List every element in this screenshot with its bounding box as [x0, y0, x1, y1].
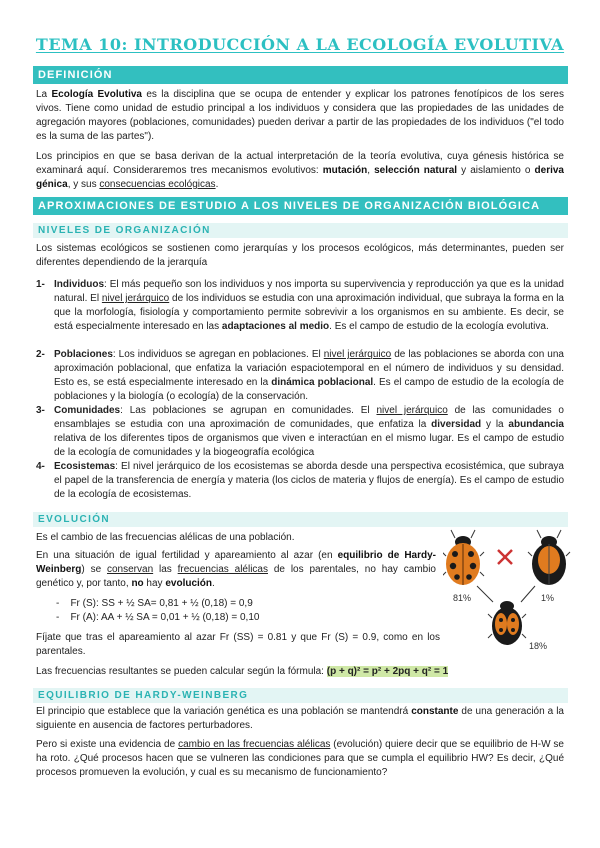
- subsection-header-evolucion: EVOLUCIÓN: [33, 512, 568, 527]
- subsection-header-niveles: NIVELES DE ORGANIZACIÓN: [33, 223, 568, 238]
- list-number: 4-: [36, 461, 45, 472]
- beetles-illustration: [443, 526, 571, 652]
- section-header-definicion: DEFINICIÓN: [33, 66, 568, 84]
- definicion-paragraph-2: Los principios en que se basa derivan de la actual interpretación de la teoría evolutiva, cuya génesis histórica se examinará aquí. Consideraremos tres mecanismos evolutivos: mutación, selección natural y aislamiento o deriva génica, y sus consecuencias ecológicas.: [36, 151, 564, 190]
- bullet-fr-s: - Fr (S): SS + ½ SA= 0,81 + ½ (0,18) = 0,9: [56, 598, 253, 609]
- list-item-individuos: 1- Individuos: El más pequeño son los individuos y nos importa su supervivencia y reproducción ya que es la unidad natural. El nivel jerárquico de los individuos se estudia con una aproximación individual, que subraya la forma en la que la morfología, fisiología y comportamiento permite sobrevivir a los organismos en su ambiente. Es decir, se está especialmente interesado en las adaptaciones al medio. Es el campo de estudio de la ecología evolutiva.: [36, 279, 564, 332]
- hardy-paragraph-1: El principio que establece que la variación genética es una población se mantendrá constante de una generación a la siguiente en ausencia de factores perturbadores.: [36, 706, 564, 731]
- left-percentage: 81%: [453, 593, 472, 603]
- hardy-weinberg-formula: (p + q)² = p² + 2pq + q² = 1: [326, 666, 449, 677]
- list-item-comunidades: 3- Comunidades: Las poblaciones se agrupan en comunidades. El nivel jerárquico de las comunidades o ensamblajes se estudia con una aproximación de comunidades, que enfatiza la diversidad y la abundancia relativa de los diferentes tipos de organismos que viven e interactúan en el mismo lugar. Es el campo de estudio de la ecología de comunidades y la biogeografía ecológica: [36, 405, 564, 458]
- hardy-paragraph-2: Pero si existe una evidencia de cambio en las frecuencias alélicas (evolución) quiere decir que se equilibrio de H-W se ha roto. ¿Qué procesos hacen que se vulneren las condiciones para que se cumpla el equilibrio HW? Es decir, ¿Qué procesos promueven la evolución, y cual es su mecanismo de funcionamiento?: [36, 739, 564, 778]
- spotted-ladybug-icon: [443, 530, 484, 585]
- list-item-poblaciones: 2- Poblaciones: Los individuos se agregan en poblaciones. El nivel jerárquico de las poblaciones se aborda con una aproximación poblacional, que enfatiza la variación espaciotemporal en el número de individuos y su densidad. Esto es, se está especialmente interesado en la dinámica poblacional. Es el campo de estudio de la ecología de poblaciones y la biología (o ecología) de la conservación.: [36, 349, 564, 402]
- arrow-icon: [477, 586, 535, 602]
- page-title: TEMA 10: INTRODUCCIÓN A LA ECOLOGÍA EVOLUTIVA: [35, 35, 565, 54]
- evolucion-paragraph-3: Fíjate que tras el apareamiento al azar Fr (SS) = 0.81 y que Fr (S) = 0.9, como en los parentales.: [36, 632, 440, 657]
- evolucion-paragraph-2: En una situación de igual fertilidad y apareamiento al azar (en equilibrio de Hardy-Weinberg) se conservan las frecuencias alélicas de los parentales, no hay cambio genético y, por tanto, no hay evolución.: [36, 550, 436, 589]
- allele-frequency-figure: [443, 526, 571, 652]
- bottom-percentage: 18%: [529, 641, 548, 651]
- subsection-header-hardy-weinberg: EQUILIBRIO DE HARDY-WEINBERG: [33, 688, 568, 703]
- black-beetle-icon: [528, 530, 570, 585]
- section-header-aproximaciones: APROXIMACIONES DE ESTUDIO A LOS NIVELES DE ORGANIZACIÓN BIOLÓGICA: [33, 197, 568, 215]
- bullet-fr-a: - Fr (A): AA + ½ SA = 0,01 + ½ (0,18) = 0,10: [56, 612, 260, 623]
- heterozygous-beetle-icon: [488, 601, 526, 645]
- list-item-ecosistemas: 4- Ecosistemas: El nivel jerárquico de los ecosistemas se aborda desde una perspectiva ecosistémica, que subraya el papel de la transferencia de energía y materia (los ciclos de materia y flujos de energía). Es el campo de estudio de la ecología de ecosistemas.: [36, 461, 564, 500]
- definicion-paragraph-1: La Ecología Evolutiva es la disciplina que se ocupa de entender y explicar los patrones fenotípicos de los seres vivos. Tiene como unidad de estudio principal a los individuos y considera que las propiedades de las unidades de agregación mayores (poblaciones, comunidades) pueden derivar a partir de las propiedades de los individuos ("el todo es la suma de las partes").: [36, 89, 564, 142]
- niveles-intro: Los sistemas ecológicos se sostienen como jerarquías y los procesos ecológicos, más determinantes, pueden ser diferentes dependiendo de la jerarquía: [36, 243, 564, 268]
- list-number: 2-: [36, 349, 45, 360]
- list-number: 3-: [36, 405, 45, 416]
- list-number: 1-: [36, 279, 45, 290]
- evolucion-paragraph-1: Es el cambio de las frecuencias alélicas de una población.: [36, 532, 295, 543]
- evolucion-paragraph-4: Las frecuencias resultantes se pueden calcular según la fórmula: (p + q)² = p² + 2pq + q² = 1: [36, 666, 449, 677]
- cross-icon: [498, 550, 512, 564]
- right-percentage: 1%: [541, 593, 555, 603]
